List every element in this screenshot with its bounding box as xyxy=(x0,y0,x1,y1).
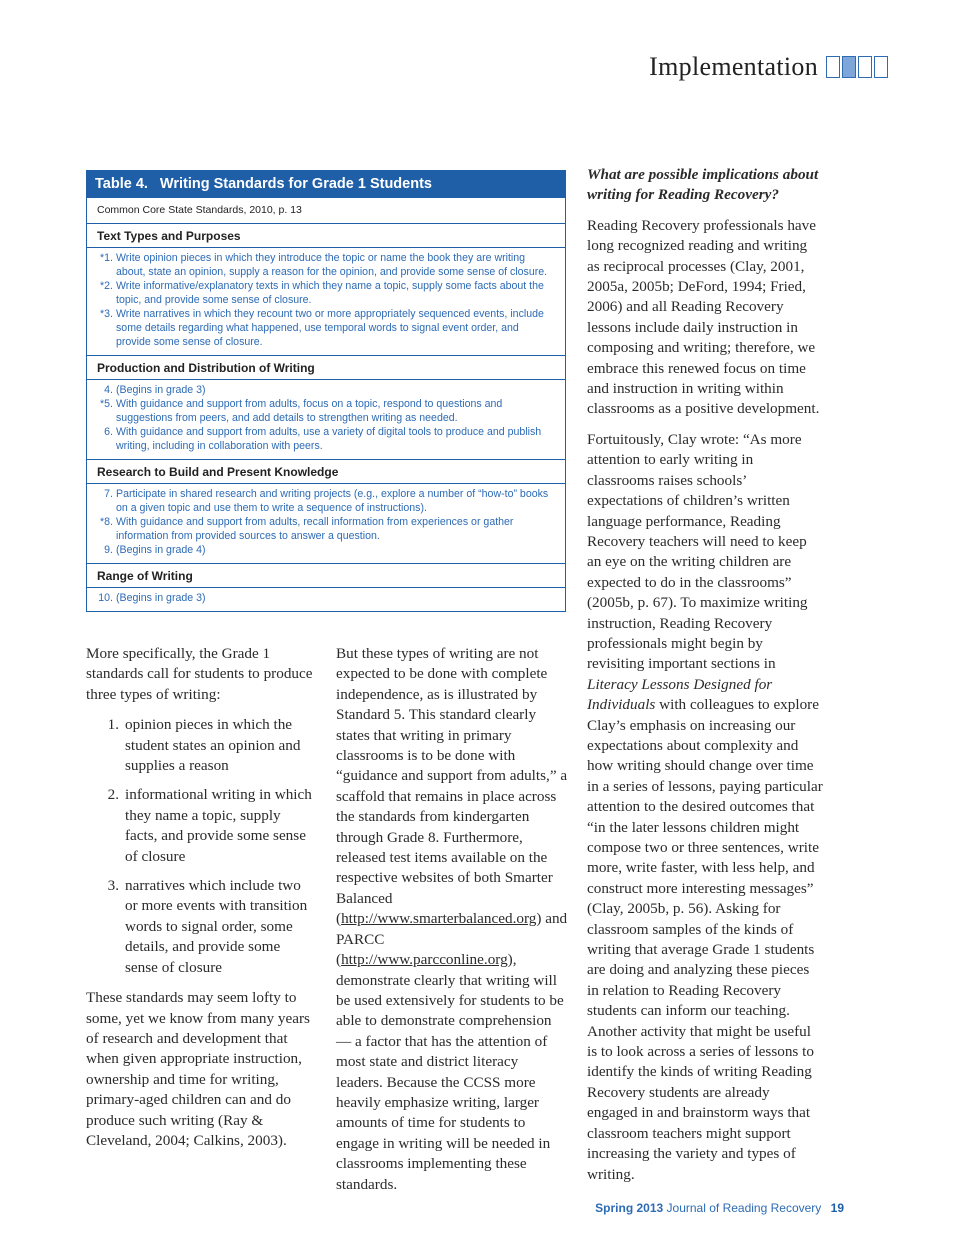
list-item xyxy=(86,785,314,867)
table-section-heading: Research to Build and Present Knowledge xyxy=(87,460,565,484)
standard-number: *1. xyxy=(100,252,113,264)
standard-item xyxy=(97,591,555,605)
table-section-heading: Production and Distribution of Writing xyxy=(87,356,565,380)
paragraph-text: ) and PARCC ( xyxy=(336,910,568,969)
standard-number: *8. xyxy=(100,516,113,528)
table-section-body xyxy=(87,248,565,356)
standard-item xyxy=(97,383,555,397)
smarter-balanced-link[interactable]: http://www.smarterbalanced.org xyxy=(341,910,537,928)
section-question-heading: What are possible implications about writing for Reading Recovery? xyxy=(587,166,819,204)
standard-item xyxy=(97,543,555,557)
list-item-text: informational writing in which they name a topic, supply facts, and provide some sense of closure xyxy=(125,786,312,865)
writing-standards-table xyxy=(86,170,566,612)
header-decoration xyxy=(826,56,888,78)
standard-number: *3. xyxy=(100,308,113,320)
list-item xyxy=(86,876,314,978)
standard-item xyxy=(97,397,555,425)
standard-item xyxy=(97,487,555,515)
column-2 xyxy=(336,644,568,1205)
column-1 xyxy=(86,644,314,1161)
book-title: Literacy Lessons Designed for Individuals xyxy=(587,675,773,714)
header-box xyxy=(858,56,872,78)
standard-number: *2. xyxy=(100,280,113,292)
table-section-body xyxy=(87,484,565,564)
table-section-heading: Text Types and Purposes xyxy=(87,224,565,248)
footer-journal: Journal of Reading Recovery xyxy=(666,1201,822,1215)
table-title-bar xyxy=(87,171,565,198)
standard-text: Participate in shared research and writing projects (e.g., explore a number of “how-to” books on a given topic and use them to write a sequence of instructions). xyxy=(116,488,549,514)
running-header-title: Implementation xyxy=(649,52,818,81)
standard-item xyxy=(97,251,555,279)
standard-text: With guidance and support from adults, recall information from experiences or gather information from provided sources to answer a question. xyxy=(116,516,514,542)
standard-item xyxy=(97,307,555,349)
page-footer xyxy=(595,1201,844,1215)
paragraph-text: ), demonstrate clearly that writing will be used extensively for students to be able to demonstrate comprehension — a factor that has the attention of most state and district literacy leaders. Because the CCSS more heavily emphasize writing, larger amounts of time for students to engage in writing will be needed in classrooms implementing these standards. xyxy=(336,951,564,1193)
standard-text: (Begins in grade 3) xyxy=(116,592,206,604)
table-sections xyxy=(87,224,565,611)
header-box xyxy=(826,56,840,78)
standard-number: 9. xyxy=(104,544,113,556)
list-item-number: 3. xyxy=(107,877,119,895)
table-section-heading: Range of Writing xyxy=(87,564,565,588)
standards-paragraph: These standards may seem lofty to some, yet we know from many years of research and development that when given appropriate instruction, ownership and time for writing, primary-aged children can and do produce such writing (Ray & Cleveland, 2004; Calkins, 2003). xyxy=(86,989,310,1149)
list-item-text: opinion pieces in which the student states an opinion and supplies a reason xyxy=(125,716,301,775)
standard-text: With guidance and support from adults, focus on a topic, respond to questions and suggestions from peers, and add details to strengthen writing as needed. xyxy=(116,398,503,424)
intro-paragraph: More specifically, the Grade 1 standards call for students to produce three types of writing: xyxy=(86,645,313,703)
paragraph-text: But these types of writing are not expected to be done with complete independence, as is illustrated by Standard 5. This standard clearly states that writing in primary classrooms is to be done with “guidance and support from adults,” a scaffold that remains in place across the standards from kindergarten through Grade 8. Furthermore, released test items available on the respective websites of both Smarter Balanced ( xyxy=(336,645,568,928)
parcc-link[interactable]: http://www.parcconline.org xyxy=(341,951,508,969)
paragraph-text: with colleagues to explore Clay’s emphasis on increasing our expectations about complexity and how writing should change over time in a series of lessons, paying particular attention to the desired outcomes that “in the later lessons children might compose two or three sentences, write more, write faster, with less help, and construct more interesting messages” (Clay, 2005b, p. 56). Asking for classroom samples of the kinds of writing that average Grade 1 students are doing and analyzing these pieces in relation to Reading Recovery students can inform our teaching. Another activity that might be useful is to look across a series of lessons to identify the kinds of writing Reading Recovery students are already engaged in and brainstorm ways that classroom teachers might support increasing the variety and types of writing. xyxy=(587,696,823,1183)
standard-number: 4. xyxy=(104,384,113,396)
standard-number: 6. xyxy=(104,426,113,438)
header-box-filled xyxy=(842,56,856,78)
guidance-paragraph xyxy=(336,644,568,1195)
standard-text: Write informative/explanatory texts in which they name a topic, supply some facts about the topic, and provide some sense of closure. xyxy=(116,280,544,306)
list-item-number: 2. xyxy=(107,786,119,804)
standard-text: With guidance and support from adults, use a variety of digital tools to produce and publish writing, including in collaboration with peers. xyxy=(116,426,542,452)
table-source: Common Core State Standards, 2010, p. 13 xyxy=(87,198,565,224)
table-number: Table 4. xyxy=(95,176,148,192)
table-section-body xyxy=(87,588,565,611)
list-item-text: narratives which include two or more events with transition words to signal order, some details, and provide some sense of closure xyxy=(125,877,308,976)
clay-quote-paragraph xyxy=(587,430,823,1185)
standard-number: 7. xyxy=(104,488,113,500)
standard-text: (Begins in grade 3) xyxy=(116,384,206,396)
paragraph-text: Fortuitously, Clay wrote: “As more attention to early writing in classrooms raises schools’ expectations of children’s written language performance, Reading Recovery teachers will need to keep an eye on the writing children are expected to do in the classrooms” (2005b, p. 67). To maximize writing instruction, Reading Recovery professionals might begin by revisiting important sections in xyxy=(587,430,808,673)
header-box xyxy=(874,56,888,78)
standard-number: *5. xyxy=(100,398,113,410)
writing-types-list xyxy=(86,715,314,978)
footer-season: Spring 2013 xyxy=(595,1201,664,1215)
standard-item xyxy=(97,515,555,543)
standard-number: 10. xyxy=(98,592,113,604)
table-section-body xyxy=(87,380,565,460)
standard-item xyxy=(97,425,555,453)
standard-text: Write narratives in which they recount two or more appropriately sequenced events, include some details regarding what happened, use temporal words to signal event order, and provide some sense of closure. xyxy=(116,308,544,348)
list-item-number: 1. xyxy=(107,716,119,734)
standard-text: Write opinion pieces in which they introduce the topic or name the book they are writing about, state an opinion, supply a reason for the opinion, and provide some sense of closure. xyxy=(116,252,548,278)
table-title: Writing Standards for Grade 1 Students xyxy=(159,176,432,192)
page-number: 19 xyxy=(830,1201,844,1215)
list-item xyxy=(86,715,314,776)
reciprocal-processes-paragraph: Reading Recovery professionals have long recognized reading and writing as reciprocal processes (Clay, 2001, 2005a, 2005b; DeFord, 1994; Fried, 2006) and all Reading Recovery lessons include daily instruction in composing and writing; therefore, we embrace this renewed focus on time and instruction in writing within classrooms as a positive development. xyxy=(587,216,820,418)
column-3 xyxy=(587,165,823,1195)
standard-text: (Begins in grade 4) xyxy=(116,544,206,556)
standard-item xyxy=(97,279,555,307)
